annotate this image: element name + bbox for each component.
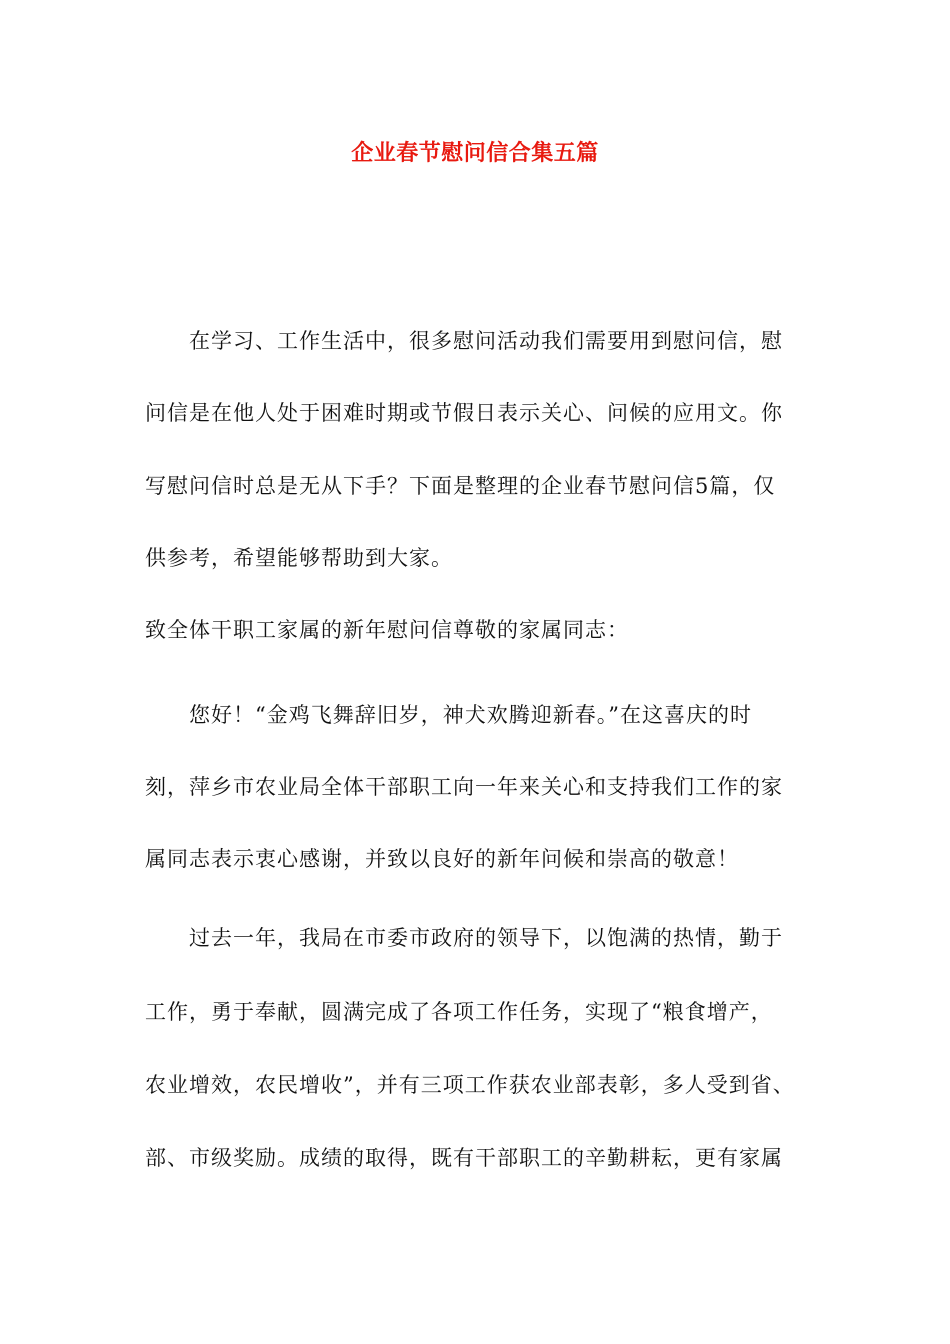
document-title: 企业春节慰问信合集五篇 bbox=[351, 140, 599, 166]
body-line-8: 属同志表示衷心感谢，并致以良好的新年问候和崇高的敬意！ bbox=[145, 847, 739, 871]
body-line-6: 您好！“金鸡飞舞辞旧岁，神犬欢腾迎新春。”在这喜庆的时 bbox=[189, 703, 752, 727]
body-line-7: 刻，萍乡市农业局全体干部职工向一年来关心和支持我们工作的家 bbox=[145, 775, 783, 799]
body-line-2: 问信是在他人处于困难时期或节假日表示关心、问候的应用文。你 bbox=[145, 401, 783, 425]
body-line-3: 写慰问信时总是无从下手？下面是整理的企业春节慰问信5篇，仅 bbox=[145, 474, 776, 498]
body-line-11: 农业增效，农民增收”，并有三项工作获农业部表彰，多人受到省、 bbox=[145, 1073, 795, 1097]
body-line-12: 部、市级奖励。成绩的取得，既有干部职工的辛勤耕耘，更有家属 bbox=[145, 1146, 783, 1170]
body-line-9: 过去一年，我局在市委市政府的领导下，以饱满的热情，勤于 bbox=[189, 926, 783, 950]
body-line-4: 供参考，希望能够帮助到大家。 bbox=[145, 546, 453, 570]
body-line-1: 在学习、工作生活中，很多慰问活动我们需要用到慰问信，慰 bbox=[189, 329, 783, 353]
salutation-line: 致全体干职工家属的新年慰问信尊敬的家属同志： bbox=[145, 618, 629, 642]
body-line-10: 工作，勇于奉献，圆满完成了各项工作任务，实现了“粮食增产， bbox=[145, 1000, 773, 1024]
